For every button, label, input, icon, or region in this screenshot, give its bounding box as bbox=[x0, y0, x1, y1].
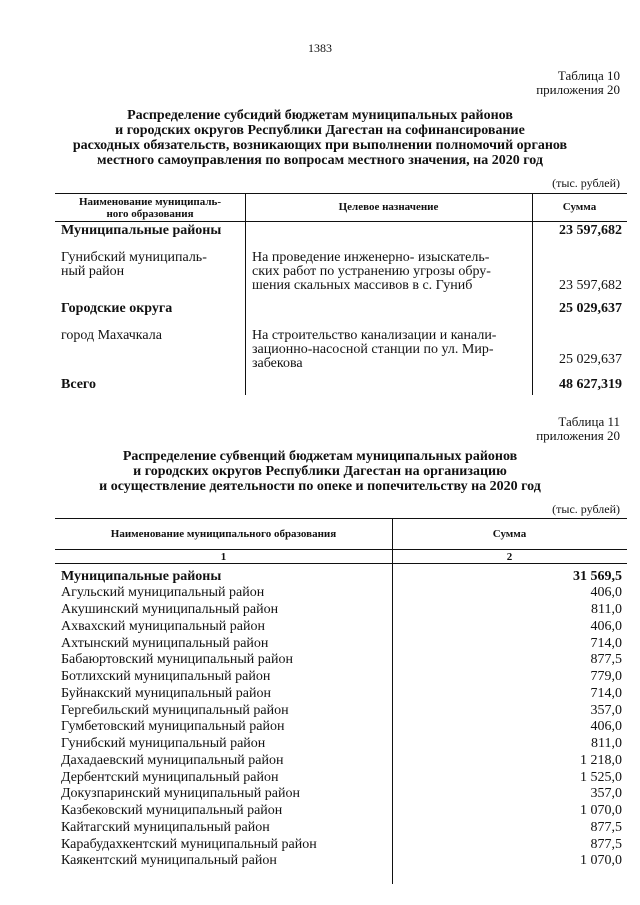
table11 bbox=[55, 518, 627, 884]
table-row bbox=[55, 602, 627, 618]
table-header-divider bbox=[55, 221, 627, 222]
column-divider bbox=[532, 193, 533, 395]
table-row bbox=[55, 736, 627, 752]
total-label: Всего bbox=[61, 377, 96, 392]
row-amount: 406,0 bbox=[590, 585, 622, 600]
row-purpose-line: На проведение инженерно- изыскатель- bbox=[252, 250, 490, 265]
table-row bbox=[55, 803, 627, 819]
table-row bbox=[55, 770, 627, 786]
section-row bbox=[55, 569, 627, 585]
row-amount: 406,0 bbox=[590, 619, 622, 634]
table10-ref-line2: приложения 20 bbox=[536, 82, 620, 97]
header-name-line1: Наименование муниципаль- bbox=[78, 196, 221, 208]
header-name: Наименование муниципального образования bbox=[110, 528, 337, 540]
row-name: Каякентский муниципальный район bbox=[61, 853, 277, 868]
table-row bbox=[55, 636, 627, 652]
table-row bbox=[55, 753, 627, 769]
row-purpose-line: На строительство канализации и канали- bbox=[252, 328, 497, 343]
header-amount: Сумма bbox=[492, 528, 527, 540]
table-row bbox=[55, 619, 627, 635]
row-name: Акушинский муниципальный район bbox=[61, 602, 279, 617]
table11-title bbox=[40, 449, 600, 494]
row-name: Карабудахкентский муниципальный район bbox=[61, 837, 317, 852]
header-purpose: Целевое назначение bbox=[338, 201, 439, 213]
table10-units: (тыс. рублей) bbox=[552, 176, 620, 190]
row-amount: 811,0 bbox=[591, 602, 622, 617]
row-amount: 877,5 bbox=[590, 820, 622, 835]
column-divider bbox=[245, 193, 246, 395]
page-number: 1383 bbox=[308, 41, 332, 55]
row-name: Дербентский муниципальный район bbox=[61, 770, 279, 785]
table-row bbox=[55, 719, 627, 735]
row-name: Гумбетовский муниципальный район bbox=[61, 719, 285, 734]
table-row bbox=[55, 669, 627, 685]
column-number-1: 1 bbox=[220, 550, 227, 563]
table-row bbox=[55, 703, 627, 719]
row-name-line: Гунибский муниципаль- bbox=[61, 250, 207, 265]
row-name: Ахтынский муниципальный район bbox=[61, 636, 269, 651]
column-number-2: 2 bbox=[506, 550, 513, 563]
row-name: Бабаюртовский муниципальный район bbox=[61, 652, 293, 667]
table-row bbox=[55, 837, 627, 853]
row-name: Докузпаринский муниципальный район bbox=[61, 786, 300, 801]
row-amount: 1 218,0 bbox=[580, 753, 622, 768]
row-amount: 714,0 bbox=[590, 636, 622, 651]
table11-ref-line1: Таблица 11 bbox=[558, 414, 620, 429]
header-amount: Сумма bbox=[562, 201, 597, 213]
table10-title-line: расходных обязательств, возникающих при выполнении полномочий органов bbox=[72, 138, 568, 153]
section-amount: 23 597,682 bbox=[559, 223, 622, 238]
table-row bbox=[55, 853, 627, 869]
row-name: Ботлихский муниципальный район bbox=[61, 669, 271, 684]
row-name: Буйнакский муниципальный район bbox=[61, 686, 271, 701]
row-name: Кайтагский муниципальный район bbox=[61, 820, 270, 835]
row-name: Гергебильский муниципальный район bbox=[61, 703, 289, 718]
table10 bbox=[55, 193, 627, 395]
table10-title-line: и городских округов Республики Дагестан на софинансирование bbox=[115, 123, 525, 138]
row-name-line: ный район bbox=[61, 264, 125, 279]
row-amount: 357,0 bbox=[590, 703, 622, 718]
row-name bbox=[61, 251, 207, 279]
row-amount: 779,0 bbox=[590, 669, 622, 684]
table-row bbox=[55, 585, 627, 601]
table11-title-line: Распределение субвенций бюджетам муниципальных районов bbox=[122, 449, 518, 464]
table10-title-line: Распределение субсидий бюджетам муниципальных районов bbox=[127, 108, 513, 123]
section-label: Муниципальные районы bbox=[61, 569, 222, 584]
row-amount: 406,0 bbox=[590, 719, 622, 734]
table11-ref-line2: приложения 20 bbox=[536, 428, 620, 443]
row-amount: 877,5 bbox=[590, 652, 622, 667]
section-label: Городские округа bbox=[61, 301, 173, 316]
table11-reference bbox=[536, 415, 620, 443]
total-amount: 48 627,319 bbox=[559, 377, 622, 392]
header-name-line2: ного образования bbox=[106, 208, 194, 220]
row-name: Ахвахский муниципальный район bbox=[61, 619, 265, 634]
section-amount: 25 029,637 bbox=[559, 301, 622, 316]
table11-units: (тыс. рублей) bbox=[552, 502, 620, 516]
table-row bbox=[55, 686, 627, 702]
row-amount: 811,0 bbox=[591, 736, 622, 751]
row-purpose-line: ских работ по устранению угрозы обру- bbox=[252, 264, 491, 279]
row-amount: 1 525,0 bbox=[580, 770, 622, 785]
row-amount: 714,0 bbox=[590, 686, 622, 701]
row-amount: 357,0 bbox=[590, 786, 622, 801]
table11-column-number-row bbox=[55, 550, 627, 564]
table11-header-row bbox=[55, 518, 627, 550]
table-border-top bbox=[55, 193, 627, 194]
header-name bbox=[55, 196, 245, 220]
table-row bbox=[55, 652, 627, 668]
table10-reference bbox=[536, 69, 620, 97]
table10-title bbox=[40, 108, 600, 168]
table-row bbox=[55, 820, 627, 836]
table11-title-line: и осуществление деятельности по опеке и попечительству на 2020 год bbox=[99, 479, 541, 494]
row-amount: 1 070,0 bbox=[580, 853, 622, 868]
table-row bbox=[55, 786, 627, 802]
row-purpose-line: шения скальных массивов в с. Гуниб bbox=[252, 278, 473, 293]
table11-body bbox=[55, 564, 627, 884]
table10-ref-line1: Таблица 10 bbox=[557, 68, 620, 83]
row-name: Гунибский муниципальный район bbox=[61, 736, 266, 751]
row-purpose-line: зационно-насосной станции по ул. Мир- bbox=[252, 342, 494, 357]
table10-title-line: местного самоуправления по вопросам местного значения, на 2020 год bbox=[97, 153, 543, 168]
row-amount: 25 029,637 bbox=[559, 352, 622, 367]
row-name: город Махачкала bbox=[61, 328, 162, 343]
row-purpose bbox=[252, 329, 496, 371]
section-label: Муниципальные районы bbox=[61, 223, 222, 238]
row-name: Казбековский муниципальный район bbox=[61, 803, 283, 818]
row-purpose bbox=[252, 251, 491, 293]
section-amount: 31 569,5 bbox=[573, 569, 622, 584]
row-name: Агульский муниципальный район bbox=[61, 585, 265, 600]
row-amount: 877,5 bbox=[590, 837, 622, 852]
row-purpose-line: забекова bbox=[252, 356, 303, 371]
table11-title-line: и городских округов Республики Дагестан на организацию bbox=[133, 464, 507, 479]
row-name: Дахадаевский муниципальный район bbox=[61, 753, 284, 768]
row-amount: 1 070,0 bbox=[580, 803, 622, 818]
row-amount: 23 597,682 bbox=[559, 278, 622, 293]
